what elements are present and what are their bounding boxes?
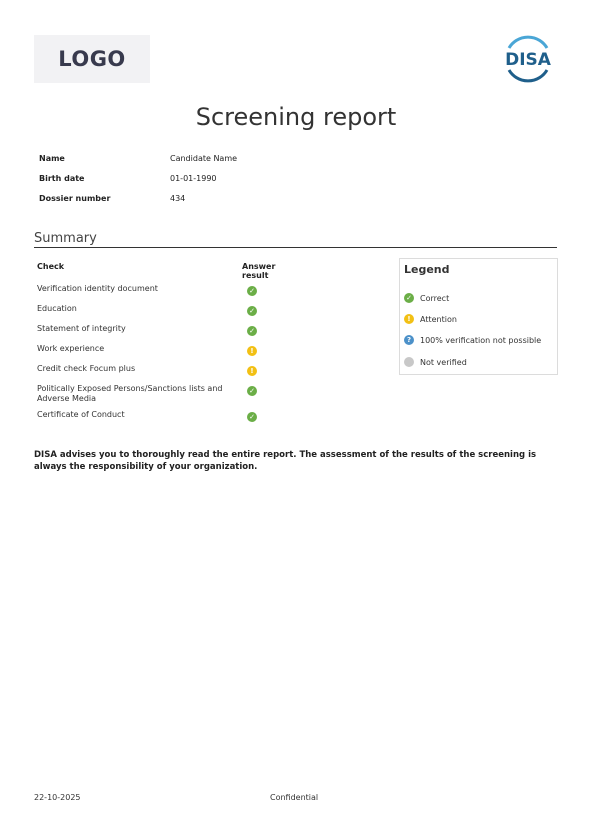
legend-label: Correct [420, 293, 450, 303]
summary-table-header [37, 262, 282, 284]
legend-title: Legend [404, 263, 450, 276]
check-name: Credit check Focum plus [37, 364, 136, 373]
legend-item-not-fully-verifiable [404, 335, 541, 345]
answer-result [242, 324, 282, 338]
exclamation-circle-icon: ! [247, 346, 257, 356]
grey-circle-icon [404, 357, 414, 367]
check-name: Education [37, 304, 77, 313]
summary-row [37, 304, 282, 324]
answer-result [242, 410, 282, 424]
summary-table [37, 262, 282, 430]
summary-row [37, 324, 282, 344]
name-label: Name [39, 153, 65, 163]
legend-item-not-verified [404, 357, 467, 367]
answer-result [242, 344, 282, 358]
birth-date-value: 01-01-1990 [170, 173, 217, 183]
birth-date-label: Birth date [39, 173, 85, 183]
check-name: Verification identity document [37, 284, 158, 293]
answer-result [242, 364, 282, 378]
check-circle-icon: ✓ [247, 386, 257, 396]
summary-row [37, 384, 282, 410]
answer-result [242, 304, 282, 318]
footer-date: 22-10-2025 [34, 793, 81, 802]
legend-box [399, 258, 558, 375]
check-circle-icon: ✓ [247, 286, 257, 296]
legend-item-correct [404, 293, 449, 303]
candidate-info [39, 148, 237, 208]
info-row-dossier [39, 188, 237, 208]
page-title: Screening report [195, 103, 397, 131]
question-circle-icon: ? [404, 335, 414, 345]
summary-row [37, 284, 282, 304]
info-row-name [39, 148, 237, 168]
legend-item-attention [404, 314, 457, 324]
answer-result [242, 384, 282, 398]
exclamation-circle-icon: ! [247, 366, 257, 376]
summary-heading: Summary [34, 231, 557, 248]
check-name: Certificate of Conduct [37, 410, 125, 419]
summary-row [37, 410, 282, 430]
dossier-number-label: Dossier number [39, 193, 111, 203]
name-value: Candidate Name [170, 153, 238, 163]
disa-logo [497, 34, 559, 84]
footer-confidential: Confidential [270, 793, 319, 802]
summary-row [37, 344, 282, 364]
answer-result [242, 284, 282, 298]
check-circle-icon: ✓ [404, 293, 414, 303]
check-name: Statement of integrity [37, 324, 126, 333]
summary-row [37, 364, 282, 384]
exclamation-circle-icon: ! [404, 314, 414, 324]
answer-column-header: Answer result [242, 262, 276, 280]
advice-text: DISA advises you to thoroughly read the entire report. The assessment of the results of the screening is always the responsibility of your organization. [34, 450, 537, 472]
legend-label: 100% verification not possible [420, 335, 542, 345]
logo-text: LOGO [58, 47, 126, 71]
check-name: Politically Exposed Persons/Sanctions lists and Adverse Media [37, 384, 223, 403]
info-row-birth-date [39, 168, 237, 188]
company-logo-placeholder [34, 35, 150, 83]
check-circle-icon: ✓ [247, 412, 257, 422]
legend-label: Not verified [420, 357, 467, 367]
check-name: Work experience [37, 344, 105, 353]
check-circle-icon: ✓ [247, 326, 257, 336]
disa-logo-text: DISA [505, 50, 551, 70]
check-column-header: Check [37, 262, 65, 271]
legend-label: Attention [420, 314, 457, 324]
dossier-number-value: 434 [170, 193, 186, 203]
check-circle-icon: ✓ [247, 306, 257, 316]
